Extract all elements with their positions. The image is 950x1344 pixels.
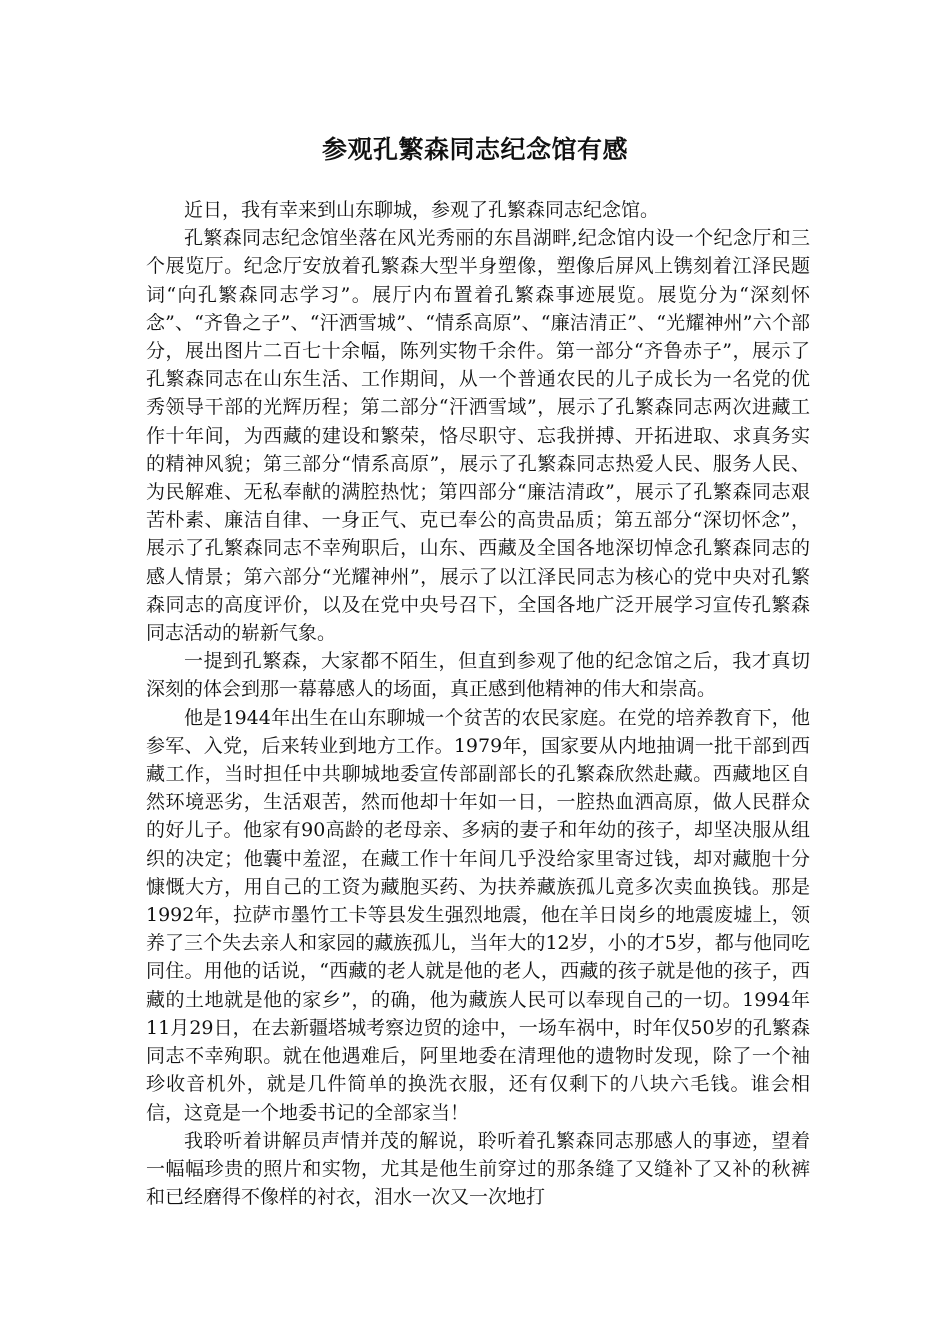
paragraph: 他是1944年出生在山东聊城一个贫苦的农民家庭。在党的培养教育下，他参军、入党，后来转业到地方工作。1979年，国家要从内地抽调一批干部到西藏工作，当时担任中共聊城地委宣传部副部长的孔繁森欣然赴藏。西藏地区自然环境恶劣，生活艰苦，然而他却十年如一日，一腔热血洒高原，做人民群众的好儿子。他家有90高龄的老母亲、多病的妻子和年幼的孩子，却坚决服从组织的决定；他囊中羞涩，在藏工作十年间几乎没给家里寄过钱，却对藏胞十分慷慨大方，用自己的工资为藏胞买药、为扶养藏族孤儿竟多次卖血换钱。那是1992年，拉萨市墨竹工卡等县发生强烈地震，他在羊日岗乡的地震废墟上，领养了三个失去亲人和家园的藏族孤儿，当年大的12岁，小的才5岁，都与他同吃同住。用他的话说，“西藏的老人就是他的老人，西藏的孩子就是他的孩子，西藏的土地就是他的家乡”，的确，他为藏族人民可以奉现自己的一切。1994年11月29日，在去新疆塔城考察边贸的途中，一场车祸中，时年仅50岁的孔繁森同志不幸殉职。就在他遇难后，阿里地委在清理他的遗物时发现，除了一个袖珍收音机外，就是几件简单的换洗衣服，还有仅剩下的八块六毛钱。谁会相信，这竟是一个地委书记的全部家当！ xyxy=(146,706,810,1124)
paragraph: 近日，我有幸来到山东聊城，参观了孔繁森同志纪念馆。 xyxy=(184,199,660,221)
paragraph: 一提到孔繁森，大家都不陌生，但直到参观了他的纪念馆之后，我才真切深刻的体会到那一幕幕感人的场面，真正感到他精神的伟大和崇高。 xyxy=(146,650,810,701)
document-body xyxy=(146,196,810,1211)
paragraph: 孔繁森同志纪念馆坐落在风光秀丽的东昌湖畔,纪念馆内设一个纪念厅和三个展览厅。纪念厅安放着孔繁森大型半身塑像，塑像后屏风上镌刻着江泽民题词“向孔繁森同志学习”。展厅内布置着孔繁森事迹展览。展览分为“深刻怀念”、“齐鲁之子”、“汗洒雪城”、“情系高原”、“廉洁清正”、“光耀神州”六个部分，展出图片二百七十余幅，陈列实物千余件。第一部分“齐鲁赤子”，展示了孔繁森同志在山东生活、工作期间，从一个普通农民的儿子成长为一名党的优秀领导干部的光辉历程；第二部分“汗洒雪域”，展示了孔繁森同志两次进藏工作十年间，为西藏的建设和繁荣，恪尽职守、忘我拼搏、开拓进取、求真务实的精神风貌；第三部分“情系高原”，展示了孔繁森同志热爱人民、服务人民、为民解难、无私奉献的满腔热忱；第四部分“廉洁清政”，展示了孔繁森同志艰苦朴素、廉洁自律、一身正气、克已奉公的高贵品质；第五部分“深切怀念”，展示了孔繁森同志不幸殉职后，山东、西藏及全国各地深切悼念孔繁森同志的感人情景；第六部分“光耀神州”，展示了以江泽民同志为核心的党中央对孔繁森同志的高度评价，以及在党中央号召下，全国各地广泛开展学习宣传孔繁森同志活动的崭新气象。 xyxy=(146,227,810,645)
document-title: 参观孔繁森同志纪念馆有感 xyxy=(321,135,628,164)
paragraph: 我聆听着讲解员声情并茂的解说，聆听着孔繁森同志那感人的事迹，望着一幅幅珍贵的照片和实物，尤其是他生前穿过的那条缝了又缝补了又补的秋裤和已经磨得不像样的衬衣，泪水一次又一次地打 xyxy=(146,1129,810,1209)
